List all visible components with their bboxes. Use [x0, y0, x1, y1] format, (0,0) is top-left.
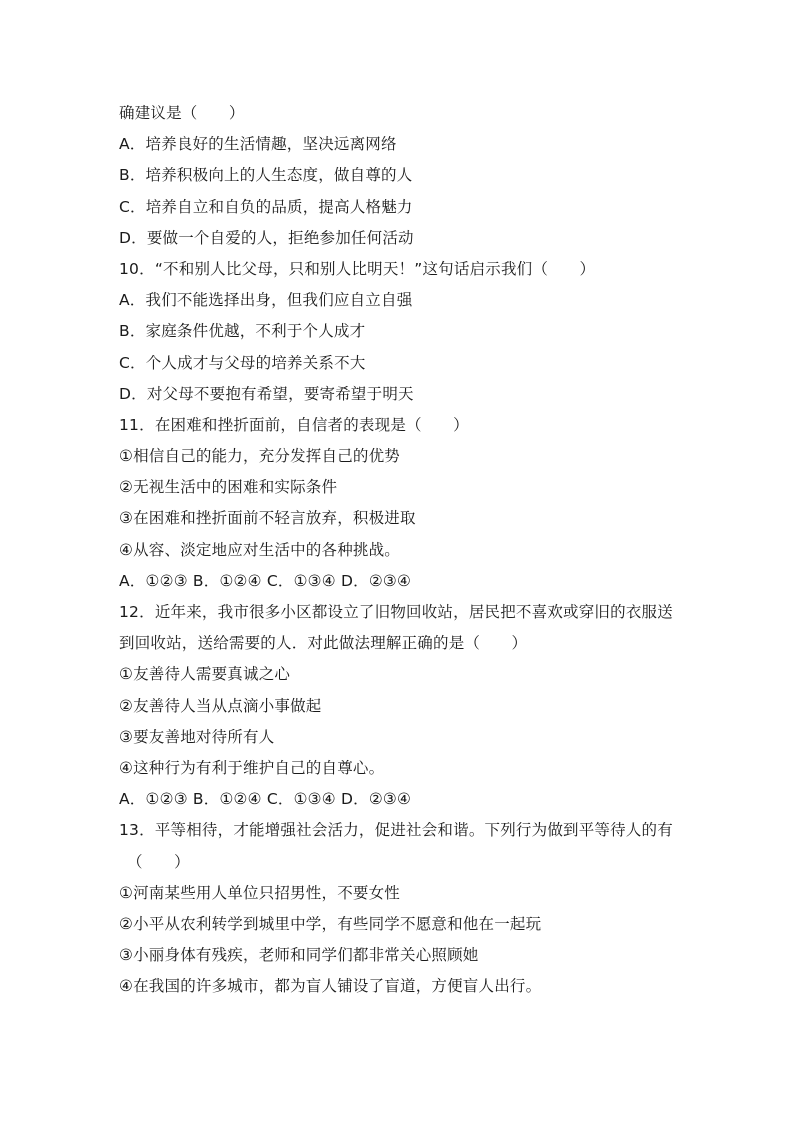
q13-item-1: ①河南某些用人单位只招男性，不要女性 [119, 883, 400, 902]
q11-item-1: ①相信自己的能力，充分发挥自己的优势 [119, 447, 400, 466]
q10-option-a: A．我们不能选择出身，但我们应自立自强 [119, 291, 413, 310]
q12-stem-line-2: 到回收站，送给需要的人．对此做法理解正确的是（ ） [119, 634, 528, 653]
q10-option-b: B．家庭条件优越，不利于个人成才 [119, 322, 366, 341]
q11-item-4: ④从容、淡定地应对生活中的各种挑战。 [119, 540, 400, 559]
q9-stem-tail: 确建议是（ ） [119, 104, 245, 122]
q12-item-2: ②友善待人当从点滴小事做起 [119, 696, 322, 715]
q12-choices: A．①②③ B．①②④ C．①③④ D．②③④ [119, 790, 412, 809]
q10-option-d: D．对父母不要抱有希望，要寄希望于明天 [119, 384, 414, 403]
q9-option-b: B．培养积极向上的人生态度，做自尊的人 [119, 166, 413, 185]
q11-stem: 11．在困难和挫折面前，自信者的表现是（ ） [119, 415, 469, 434]
q10-stem: 10．“不和别人比父母，只和别人比明天！”这句话启示我们（ ） [119, 259, 596, 278]
q11-item-2: ②无视生活中的困难和实际条件 [119, 478, 338, 497]
q13-item-3: ③小丽身体有残疾，老师和同学们都非常关心照顾她 [119, 946, 479, 965]
q13-item-2: ②小平从农利转学到城里中学，有些同学不愿意和他在一起玩 [119, 914, 542, 933]
q12-item-4: ④这种行为有利于维护自己的自尊心。 [119, 758, 385, 777]
q13-item-4: ④在我国的许多城市，都为盲人铺设了盲道，方便盲人出行。 [119, 977, 542, 996]
q12-stem-line-1: 12．近年来，我市很多小区都设立了旧物回收站，居民把不喜欢或穿旧的衣服送 [119, 603, 673, 621]
q9-option-c: C．培养自立和自负的品质，提高人格魅力 [119, 197, 413, 216]
q13-stem-line-1: 13．平等相待，才能增强社会活力，促进社会和谐。下列行为做到平等待人的有 [119, 821, 673, 840]
q13-stem-line-2: （ ） [127, 852, 190, 871]
q12-item-3: ③要友善地对待所有人 [119, 727, 275, 746]
q9-option-d: D．要做一个自爱的人，拒绝参加任何活动 [119, 228, 414, 247]
q11-item-3: ③在困难和挫折面前不轻言放弃，积极进取 [119, 509, 416, 528]
question-content [119, 98, 689, 1002]
q9-option-a: A．培养良好的生活情趣，坚决远离网络 [119, 135, 397, 154]
q11-choices: A．①②③ B．①②④ C．①③④ D．②③④ [119, 571, 412, 590]
q12-item-1: ①友善待人需要真诚之心 [119, 665, 291, 684]
q10-option-c: C．个人成才与父母的培养关系不大 [119, 353, 366, 372]
